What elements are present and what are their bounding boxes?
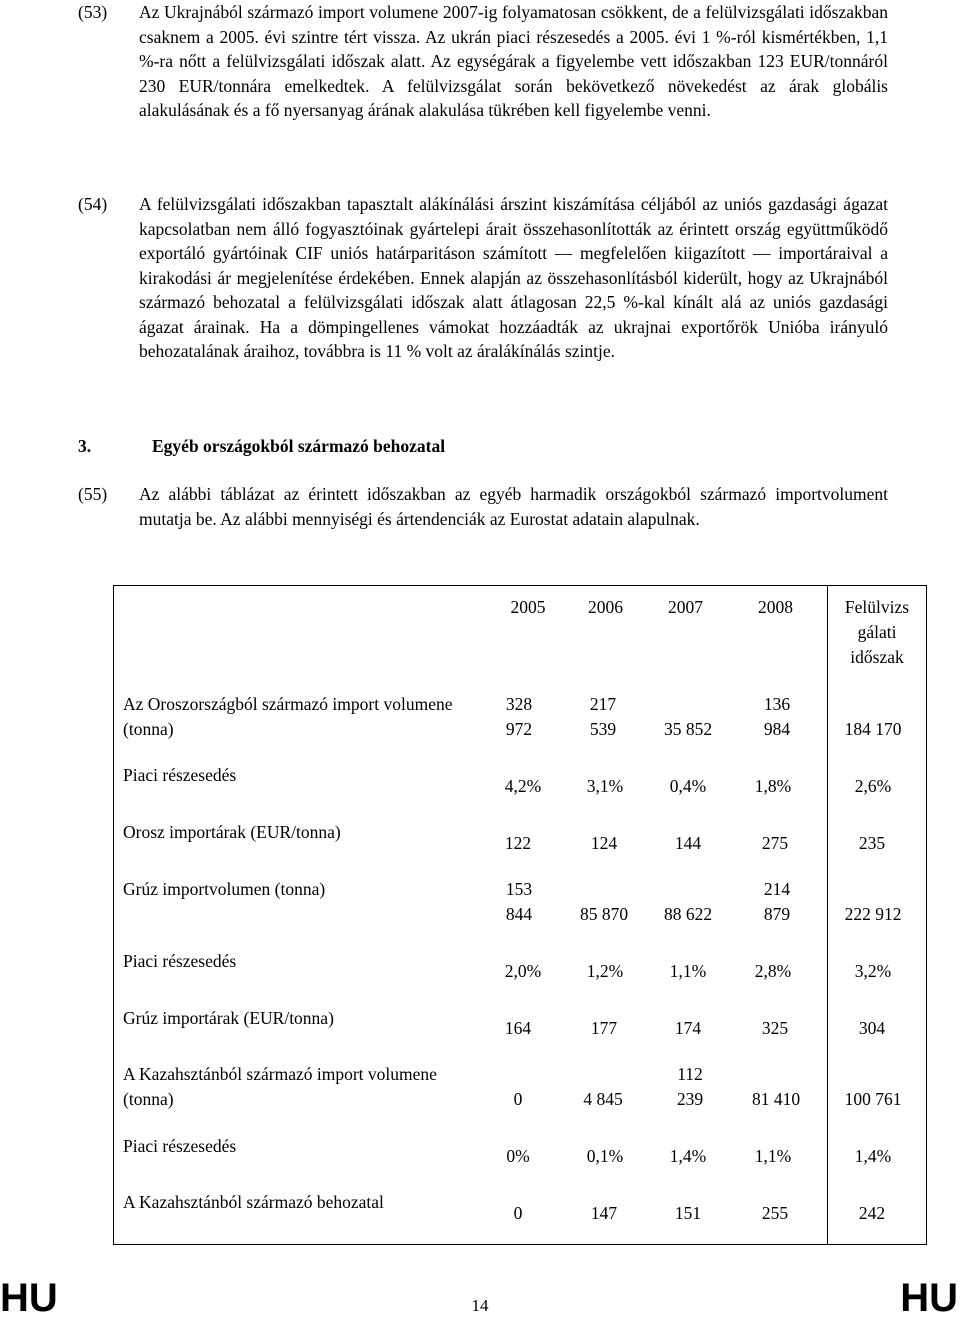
footer-language-left: HU	[0, 1276, 58, 1320]
row-value: 0	[513, 1203, 523, 1223]
paragraph-55	[78, 482, 888, 531]
row-value: 1,1%	[754, 1146, 792, 1166]
row-value: 2,6%	[854, 776, 892, 796]
row-label-kazakhstan-volume: A Kazahsztánból származó import volumene (tonna)	[123, 1064, 437, 1109]
row-label-kazakhstan-import: A Kazahsztánból származó behozatal	[123, 1192, 384, 1212]
row-label-russia-volume: Az Oroszországból származó import volumene (tonna)	[123, 694, 453, 739]
header-review-period: Felülvizs gálati időszak	[844, 597, 910, 667]
row-value: 4,2%	[504, 776, 542, 796]
row-value: 217 539	[589, 694, 617, 739]
header-2007: 2007	[668, 597, 703, 617]
row-value: 214 879	[763, 879, 791, 924]
paragraph-text: Az alábbi táblázat az érintett időszakban az egyéb harmadik országokból származó importvolument mutatja be. Az alábbi mennyiségi és ártendenciák az Eurostat adatain alapulnak.	[139, 484, 888, 529]
row-value: 174	[674, 1018, 702, 1038]
row-value: 85 870	[579, 904, 629, 924]
paragraph-number: (53)	[78, 2, 108, 22]
row-value: 100 761	[844, 1089, 902, 1109]
row-value: 4 845	[583, 1089, 623, 1109]
row-value: 177	[590, 1018, 618, 1038]
row-value: 235	[858, 833, 886, 853]
row-value: 184 170	[844, 719, 902, 739]
row-value: 112 239	[676, 1064, 704, 1109]
row-label-russia-share: Piaci részesedés	[123, 765, 237, 785]
row-value: 124	[590, 833, 618, 853]
row-value: 2,0%	[504, 961, 542, 981]
row-value: 325	[761, 1018, 789, 1038]
row-label-georgia-price: Grúz importárak (EUR/tonna)	[123, 1008, 334, 1028]
footer-language-right: HU	[900, 1276, 958, 1320]
header-2006: 2006	[588, 597, 623, 617]
row-value: 275	[761, 833, 789, 853]
row-value: 0	[513, 1089, 523, 1109]
row-value: 136 984	[763, 694, 791, 739]
row-label-georgia-volume: Grúz importvolumen (tonna)	[123, 879, 326, 899]
header-2005: 2005	[510, 597, 546, 617]
row-value: 88 622	[663, 904, 713, 924]
row-value: 242	[858, 1203, 886, 1223]
row-value: 153 844	[505, 879, 533, 924]
section-title: Egyéb országokból származó behozatal	[152, 436, 446, 456]
row-value: 304	[858, 1018, 886, 1038]
row-value: 222 912	[844, 904, 902, 924]
row-value: 1,4%	[669, 1146, 707, 1166]
row-value: 1,8%	[754, 776, 792, 796]
paragraph-text: Az Ukrajnából származó import volumene 2007-ig folyamatosan csökkent, de a felülvizsgálati időszakban csaknem a 2005. évi szintre tért vissza. Az ukrán piaci részesedés a 2005. évi 1 %-ról kismértékben, 1,1 %-ra nőtt a felülvizsgálati időszak alatt. Az egységárak a figyelembe vett időszakban 123 EUR/tonnáról 230 EUR/tonnára emelkedtek. A felülvizsgálat során bekövetkező növekedést az árak globális alakulásának és a fő nyersanyag árának alakulása tükrében kell figyelembe venni.	[139, 2, 888, 120]
row-label-georgia-share: Piaci részesedés	[123, 951, 237, 971]
row-value: 35 852	[663, 719, 713, 739]
section-number: 3.	[78, 436, 92, 456]
row-value: 0,4%	[669, 776, 707, 796]
row-value: 0%	[506, 1146, 530, 1166]
row-value: 1,1%	[669, 961, 707, 981]
row-value: 2,8%	[754, 961, 792, 981]
row-label-russia-price: Orosz importárak (EUR/tonna)	[123, 822, 341, 842]
row-label-kazakhstan-share: Piaci részesedés	[123, 1136, 237, 1156]
row-value: 3,2%	[854, 961, 892, 981]
header-2008: 2008	[758, 597, 793, 617]
paragraph-53	[78, 0, 888, 123]
row-value: 328 972	[505, 694, 533, 739]
row-value: 3,1%	[586, 776, 624, 796]
import-table	[113, 585, 927, 1245]
row-value: 122	[504, 833, 532, 853]
row-value: 144	[674, 833, 702, 853]
row-value: 81 410	[751, 1089, 801, 1109]
table-divider	[827, 585, 828, 1245]
paragraph-54	[78, 192, 888, 364]
row-value: 164	[504, 1018, 532, 1038]
row-value: 0,1%	[586, 1146, 624, 1166]
paragraph-number: (55)	[78, 484, 108, 504]
paragraph-number: (54)	[78, 194, 108, 214]
row-value: 1,4%	[854, 1146, 892, 1166]
page-number: 14	[471, 1296, 489, 1315]
row-value: 151	[674, 1203, 702, 1223]
row-value: 255	[761, 1203, 789, 1223]
row-value: 147	[590, 1203, 618, 1223]
paragraph-text: A felülvizsgálati időszakban tapasztalt alákínálási árszint kiszámítása céljából az uniós gazdasági ágazat kapcsolatban nem álló fogyasztóinak gyártelepi árait összehasonlították az érintett ország együttműködő exportáló gyártóinak CIF uniós határparitáson számított — megfelelően kiigazított — importáraival a kirakodási ár megjelenítése érdekében. Ennek alapján az összehasonlításból kiderült, hogy az Ukrajnából származó behozatal a felülvizsgálati időszak alatt átlagosan 22,5 %-kal kínált alá az uniós gazdasági ágazat árainak. Ha a dömpingellenes vámokat hozzáadták az ukrajnai exportőrök Unióba irányuló behozatalának áraihoz, továbbra is 11 % volt az áralákínálás szintje.	[139, 194, 888, 361]
row-value: 1,2%	[586, 961, 624, 981]
